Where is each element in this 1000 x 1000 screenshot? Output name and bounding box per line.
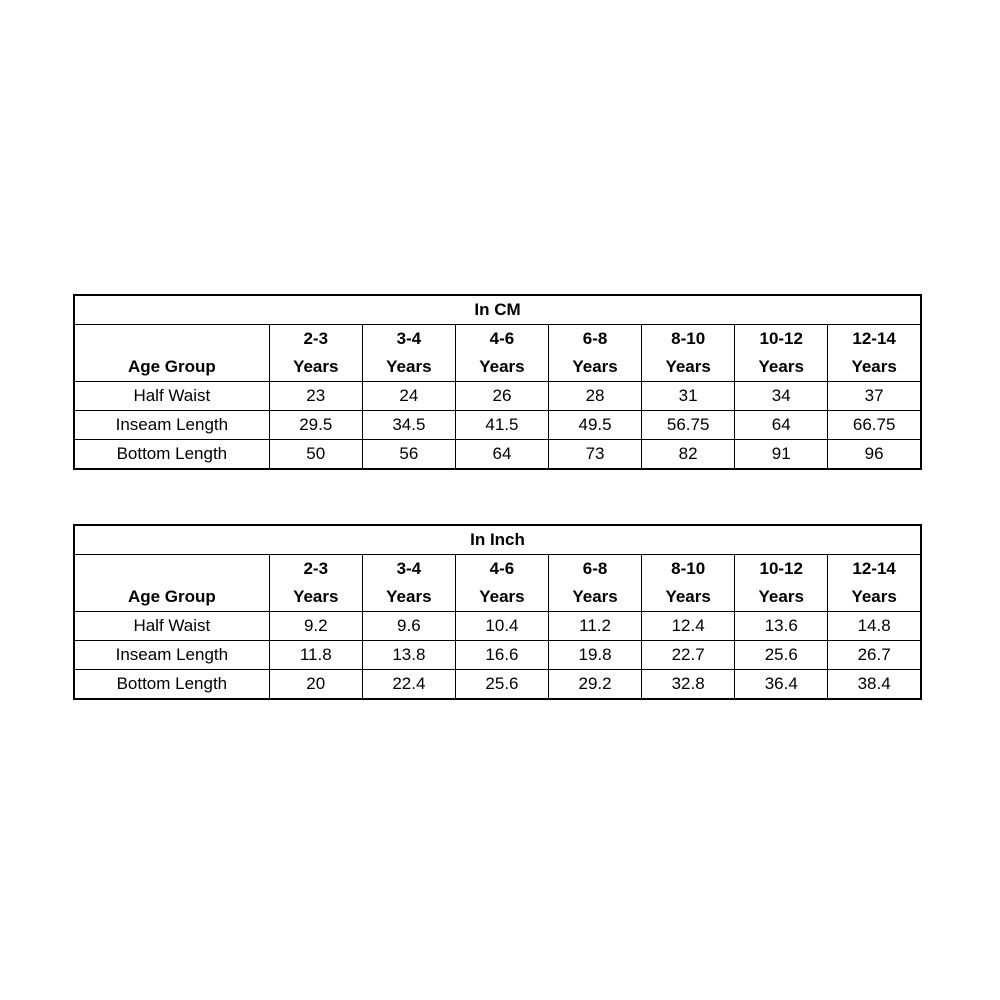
table-cell: 38.4 [828, 670, 921, 700]
age-range: 10-12 [759, 559, 803, 578]
age-range: 2-3 [303, 329, 329, 348]
age-range: 4-6 [489, 559, 515, 578]
table-row [74, 641, 921, 670]
age-column-header [828, 555, 921, 612]
table-cell: 50 [269, 440, 362, 470]
age-group-header: Age Group [74, 325, 269, 382]
table-cell: 31 [642, 382, 735, 411]
age-unit: Years [386, 357, 432, 376]
age-range: 12-14 [852, 559, 896, 578]
row-label: Bottom Length [74, 440, 269, 470]
age-range: 2-3 [303, 559, 329, 578]
age-unit: Years [386, 587, 432, 606]
table-cell: 13.8 [362, 641, 455, 670]
table-cell: 22.4 [362, 670, 455, 700]
age-column-header [269, 555, 362, 612]
table-caption: In CM [74, 295, 921, 325]
table-cell: 14.8 [828, 612, 921, 641]
table-cell: 19.8 [549, 641, 642, 670]
age-unit: Years [293, 357, 339, 376]
table-cell: 23 [269, 382, 362, 411]
table-cell: 91 [735, 440, 828, 470]
row-label: Inseam Length [74, 411, 269, 440]
table-cell: 56 [362, 440, 455, 470]
age-column-header [362, 325, 455, 382]
table-row [74, 440, 921, 470]
table-header-row [74, 325, 921, 382]
age-range: 12-14 [852, 329, 896, 348]
table-caption: In Inch [74, 525, 921, 555]
age-range: 8-10 [671, 329, 706, 348]
age-unit: Years [479, 357, 525, 376]
row-label: Bottom Length [74, 670, 269, 700]
table-cell: 24 [362, 382, 455, 411]
table-cell: 34.5 [362, 411, 455, 440]
table-cell: 10.4 [455, 612, 548, 641]
table-cell: 11.2 [549, 612, 642, 641]
age-column-header [828, 325, 921, 382]
age-unit: Years [572, 587, 618, 606]
table-cell: 25.6 [455, 670, 548, 700]
row-label: Half Waist [74, 612, 269, 641]
age-column-header [735, 325, 828, 382]
age-unit: Years [758, 587, 804, 606]
table-cell: 13.6 [735, 612, 828, 641]
age-unit: Years [572, 357, 618, 376]
table-cell: 29.5 [269, 411, 362, 440]
age-range: 6-8 [582, 559, 608, 578]
age-column-header [549, 555, 642, 612]
table-cell: 25.6 [735, 641, 828, 670]
table-row [74, 612, 921, 641]
table-row [74, 670, 921, 700]
age-column-header [269, 325, 362, 382]
row-label: Inseam Length [74, 641, 269, 670]
table-cell: 20 [269, 670, 362, 700]
table-cell: 64 [455, 440, 548, 470]
table-cell: 49.5 [549, 411, 642, 440]
table-cell: 22.7 [642, 641, 735, 670]
age-column-header [455, 325, 548, 382]
table-cell: 16.6 [455, 641, 548, 670]
table-cell: 41.5 [455, 411, 548, 440]
table-cell: 9.6 [362, 612, 455, 641]
age-unit: Years [479, 587, 525, 606]
table-cell: 32.8 [642, 670, 735, 700]
age-column-header [642, 555, 735, 612]
age-range: 10-12 [759, 329, 803, 348]
age-column-header [642, 325, 735, 382]
table-cell: 56.75 [642, 411, 735, 440]
age-column-header [362, 555, 455, 612]
age-column-header [455, 555, 548, 612]
table-caption-row [74, 525, 921, 555]
age-unit: Years [665, 357, 711, 376]
age-range: 8-10 [671, 559, 706, 578]
table-cell: 28 [549, 382, 642, 411]
table-cell: 11.8 [269, 641, 362, 670]
age-range: 3-4 [396, 559, 422, 578]
age-unit: Years [851, 357, 897, 376]
table-row [74, 411, 921, 440]
row-label: Half Waist [74, 382, 269, 411]
table-row [74, 382, 921, 411]
table-cell: 26.7 [828, 641, 921, 670]
age-column-header [549, 325, 642, 382]
table-cell: 26 [455, 382, 548, 411]
table-cell: 73 [549, 440, 642, 470]
table-cell: 29.2 [549, 670, 642, 700]
age-range: 4-6 [489, 329, 515, 348]
table-header-row [74, 555, 921, 612]
table-cell: 64 [735, 411, 828, 440]
age-column-header [735, 555, 828, 612]
table-cell: 96 [828, 440, 921, 470]
table-caption-row [74, 295, 921, 325]
size-table-cm [73, 294, 922, 470]
table-cell: 36.4 [735, 670, 828, 700]
age-unit: Years [293, 587, 339, 606]
size-table-inch [73, 524, 922, 700]
age-range: 6-8 [582, 329, 608, 348]
table-cell: 12.4 [642, 612, 735, 641]
table-cell: 9.2 [269, 612, 362, 641]
age-unit: Years [665, 587, 711, 606]
table-cell: 66.75 [828, 411, 921, 440]
table-cell: 34 [735, 382, 828, 411]
table-cell: 82 [642, 440, 735, 470]
age-unit: Years [851, 587, 897, 606]
age-unit: Years [758, 357, 804, 376]
age-range: 3-4 [396, 329, 422, 348]
table-cell: 37 [828, 382, 921, 411]
age-group-header: Age Group [74, 555, 269, 612]
